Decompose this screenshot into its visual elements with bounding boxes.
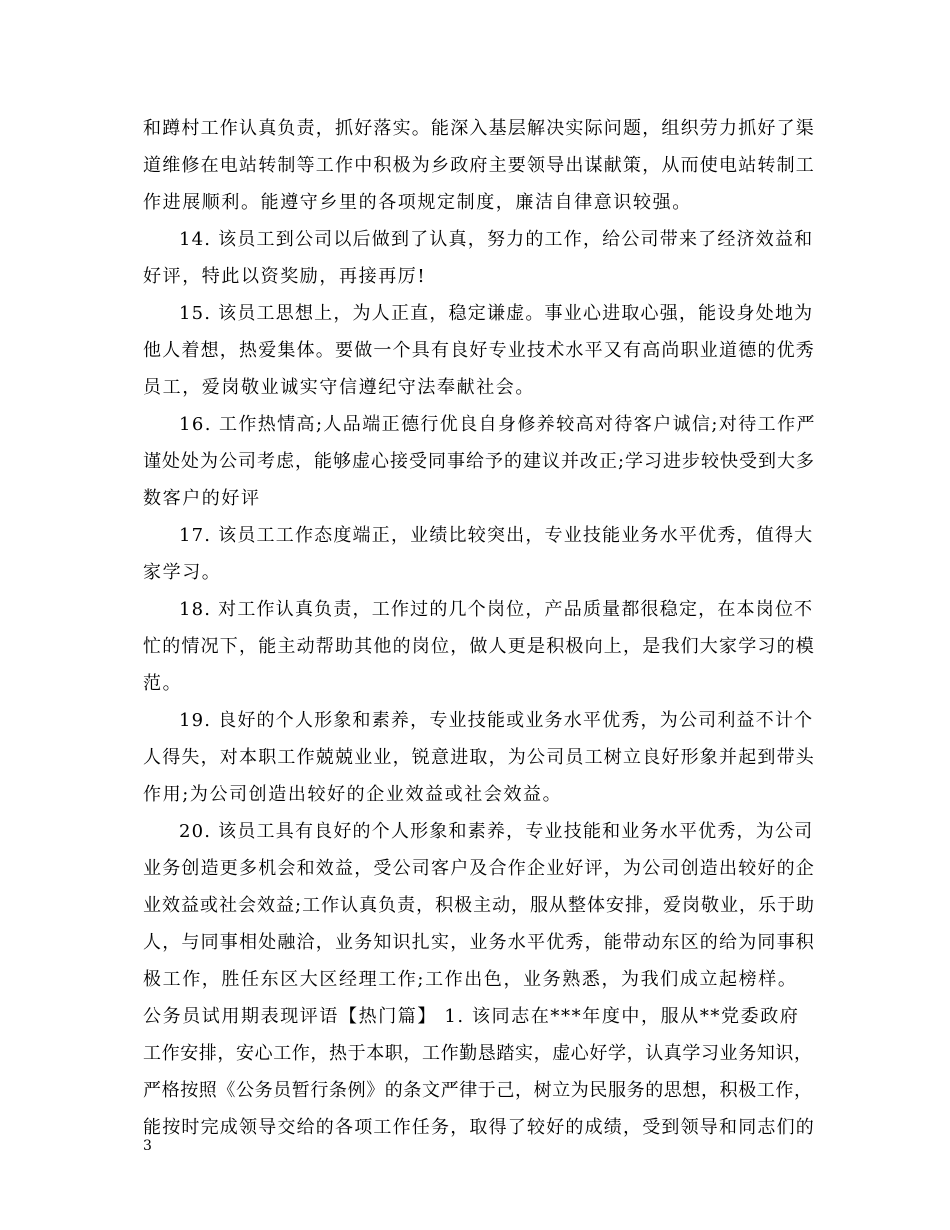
text-line: 业务创造更多机会和效益，受公司客户及合作企业好评，为公司创造出较好的企: [143, 858, 815, 879]
page-number: 3: [143, 1138, 152, 1154]
text-line: 工作安排，安心工作，热于本职，工作勤恳踏实，虚心好学，认真学习业务知识，: [143, 1043, 813, 1064]
text-line: 业效益或社会效益;工作认真负责，积极主动，服从整体安排，爱岗敬业，乐于助: [143, 895, 816, 916]
text-line: 忙的情况下，能主动帮助其他的岗位，做人更是积极向上，是我们大家学习的模: [143, 636, 815, 657]
document-body: [143, 110, 815, 1146]
text-line: 谨处处为公司考虑，能够虚心接受同事给予的建议并改正;学习进步较快受到大多: [143, 451, 816, 472]
text-line: 能按时完成领导交给的各项工作任务，取得了较好的成绩，受到领导和同志们的: [143, 1117, 815, 1138]
text-line: 人得失，对本职工作兢兢业业，锐意进取，为公司员工树立良好形象并起到带头: [143, 747, 815, 768]
text-line: 极工作，胜任东区大区经理工作;工作出色，业务熟悉，为我们成立起榜样。: [143, 969, 798, 990]
text-line: 19. 良好的个人形象和素养，专业技能或业务水平优秀，为公司利益不计个: [179, 710, 814, 731]
text-line: 14. 该员工到公司以后做到了认真，努力的工作，给公司带来了经济效益和: [179, 229, 814, 250]
text-line: 范。: [143, 673, 183, 694]
text-line: 员工，爱岗敬业诚实守信遵纪守法奉献社会。: [143, 377, 535, 398]
text-line: 18. 对工作认真负责，工作过的几个岗位，产品质量都很稳定，在本岗位不: [179, 599, 814, 620]
text-line: 作用;为公司创造出较好的企业效益或社会效益。: [143, 784, 563, 805]
text-line: 他人着想，热爱集体。要做一个具有良好专业技术水平又有高尚职业道德的优秀: [143, 340, 815, 361]
text-line: 道维修在电站转制等工作中积极为乡政府主要领导出谋献策，从而使电站转制工: [143, 155, 815, 176]
text-line: 公务员试用期表现评语【热门篇】 1. 该同志在***年度中，服从**党委政府: [143, 1006, 800, 1027]
text-line: 17. 该员工工作态度端正，业绩比较突出，专业技能业务水平优秀，值得大: [179, 525, 814, 546]
text-line: 人，与同事相处融洽，业务知识扎实，业务水平优秀，能带动东区的给为同事积: [143, 932, 815, 953]
text-line: 家学习。: [143, 562, 222, 583]
text-line: 数客户的好评: [143, 488, 261, 509]
text-line: 严格按照《公务员暂行条例》的条文严律于己，树立为民服务的思想，积极工作，: [143, 1080, 813, 1101]
text-line: 好评，特此以资奖励，再接再厉!: [143, 266, 427, 287]
text-line: 和蹲村工作认真负责，抓好落实。能深入基层解决实际问题，组织劳力抓好了渠: [143, 118, 815, 139]
text-line: 20. 该员工具有良好的个人形象和素养，专业技能和业务水平优秀，为公司: [179, 821, 814, 842]
text-line: 15. 该员工思想上，为人正直，稳定谦虚。事业心进取心强，能设身处地为: [179, 303, 814, 324]
text-line: 16. 工作热情高;人品端正德行优良自身修养较高对待客户诚信;对待工作严: [179, 414, 816, 435]
text-line: 作进展顺利。能遵守乡里的各项规定制度，廉洁自律意识较强。: [143, 192, 692, 213]
